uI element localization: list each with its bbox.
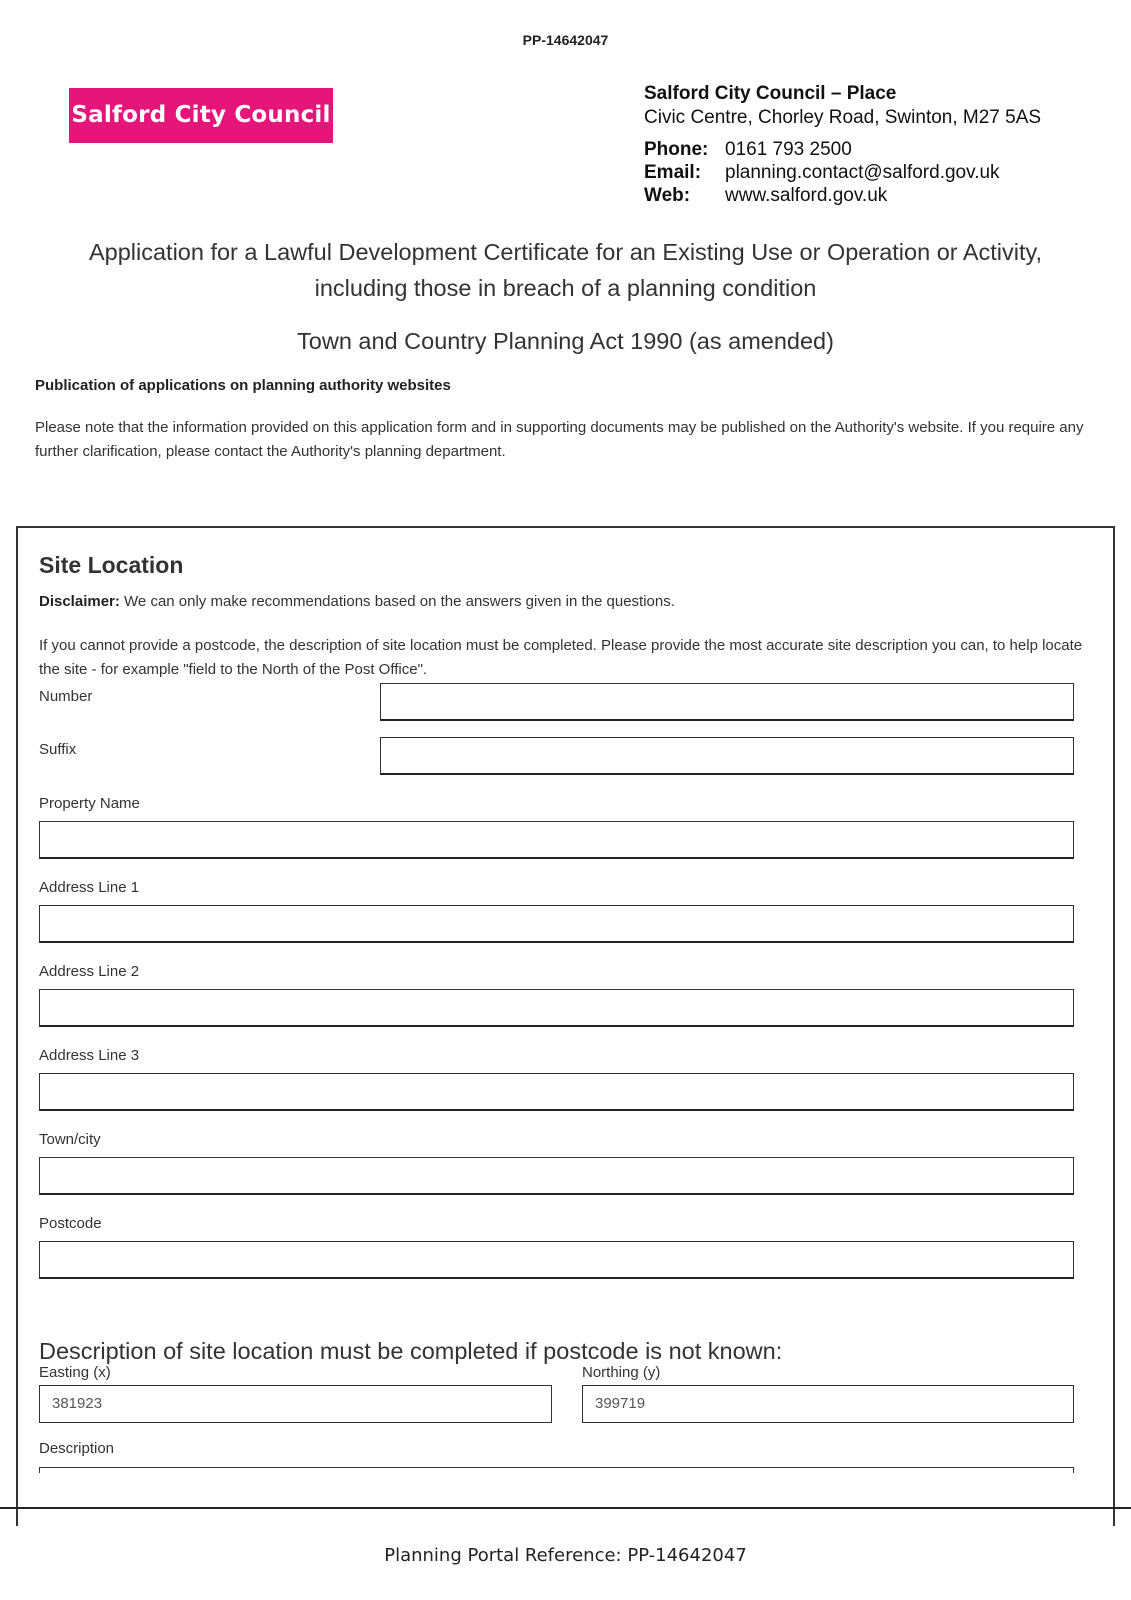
postcode-label: Postcode bbox=[39, 1215, 102, 1232]
site-instructions: If you cannot provide a postcode, the description of site location must be completed. Please provide the most accurate site description you can, to help locate the site - for example "field to the North of the Post Office". bbox=[39, 637, 1083, 678]
easting-label: Easting (x) bbox=[39, 1364, 111, 1381]
email-value: planning.contact@salford.gov.uk bbox=[725, 162, 1000, 183]
form-title-line-2: including those in breach of a planning condition bbox=[314, 275, 817, 301]
contact-org: Salford City Council – Place bbox=[644, 83, 897, 104]
form-title bbox=[40, 234, 1091, 306]
disclaimer bbox=[39, 593, 675, 610]
page-reference: PP-14642047 bbox=[522, 32, 609, 48]
number-label: Number bbox=[39, 688, 93, 705]
address-line-3-field[interactable] bbox=[39, 1073, 1074, 1111]
contact-email-row bbox=[644, 161, 1114, 184]
email-label: Email: bbox=[644, 162, 702, 183]
disclaimer-text: We can only make recommendations based on the answers given in the questions. bbox=[119, 593, 675, 610]
number-field[interactable] bbox=[380, 683, 1074, 721]
town-city-label: Town/city bbox=[39, 1131, 101, 1148]
publication-text: Please note that the information provided on this application form and in supporting documents may be published on the Authority's website. If you require any further clarification, please contact the Authority's planning department. bbox=[35, 419, 1084, 460]
address-line-3-label: Address Line 3 bbox=[39, 1047, 140, 1064]
form-act: Town and Country Planning Act 1990 (as amended) bbox=[297, 328, 834, 354]
disclaimer-label: Disclaimer: bbox=[39, 593, 120, 610]
northing-label: Northing (y) bbox=[582, 1364, 661, 1381]
site-location-section bbox=[16, 526, 1115, 1526]
council-logo: Salford City Council bbox=[69, 88, 333, 143]
footer-reference: Planning Portal Reference: PP-14642047 bbox=[384, 1545, 747, 1566]
address-line-1-label: Address Line 1 bbox=[39, 879, 140, 896]
contact-block bbox=[644, 82, 1114, 207]
contact-phone-row bbox=[644, 138, 1114, 161]
property-name-label: Property Name bbox=[39, 795, 140, 812]
web-label: Web: bbox=[644, 185, 691, 206]
contact-web-row bbox=[644, 184, 1114, 207]
publication-heading: Publication of applications on planning authority websites bbox=[35, 377, 451, 394]
form-title-line-1: Application for a Lawful Development Certificate for an Existing Use or Operation or Activity, bbox=[88, 239, 1043, 265]
northing-value: 399719 bbox=[595, 1395, 646, 1412]
town-city-field[interactable] bbox=[39, 1157, 1074, 1195]
description-heading: Description of site location must be completed if postcode is not known: bbox=[39, 1338, 783, 1364]
postcode-field[interactable] bbox=[39, 1241, 1074, 1279]
suffix-label: Suffix bbox=[39, 741, 77, 758]
footer-divider bbox=[0, 1507, 1131, 1509]
section-title: Site Location bbox=[39, 552, 184, 578]
easting-field[interactable] bbox=[39, 1385, 552, 1423]
address-line-2-label: Address Line 2 bbox=[39, 963, 140, 980]
description-field[interactable] bbox=[39, 1467, 1074, 1473]
web-value: www.salford.gov.uk bbox=[725, 185, 888, 206]
property-name-field[interactable] bbox=[39, 821, 1074, 859]
description-label: Description bbox=[39, 1440, 115, 1457]
contact-address: Civic Centre, Chorley Road, Swinton, M27 5AS bbox=[644, 107, 1042, 128]
suffix-field[interactable] bbox=[380, 737, 1074, 775]
phone-value: 0161 793 2500 bbox=[725, 139, 852, 160]
address-line-2-field[interactable] bbox=[39, 989, 1074, 1027]
northing-field[interactable] bbox=[582, 1385, 1074, 1423]
easting-value: 381923 bbox=[52, 1395, 103, 1412]
address-line-1-field[interactable] bbox=[39, 905, 1074, 943]
phone-label: Phone: bbox=[644, 139, 709, 160]
